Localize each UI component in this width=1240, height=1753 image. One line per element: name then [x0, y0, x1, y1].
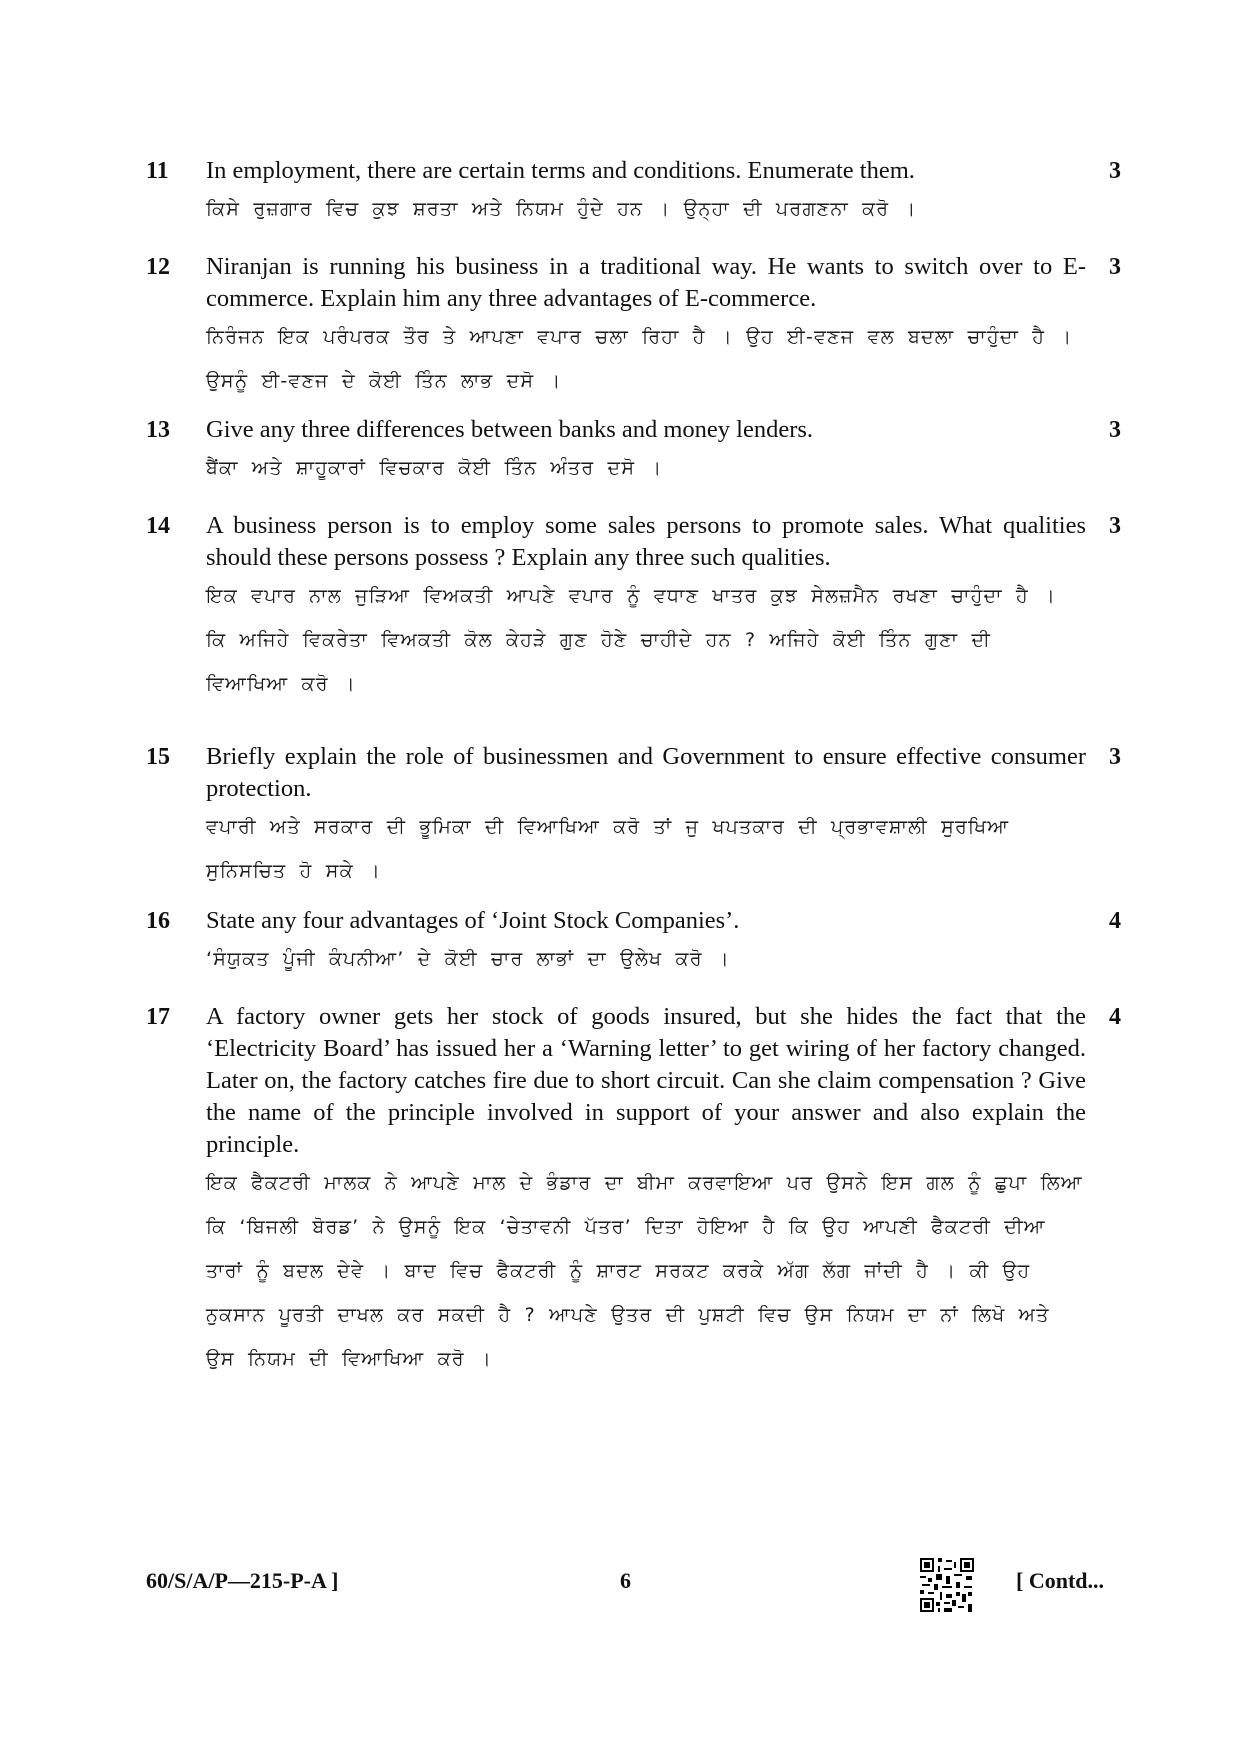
question-text-english: Briefly explain the role of businessmen and Government to ensure effective consumer protection. [206, 743, 1086, 802]
question-text-punjabi: ਇਕ ਫੈਕਟਰੀ ਮਾਲਕ ਨੇ ਆਪਣੇ ਮਾਲ ਦੇ ਭੰਡਾਰ ਦਾ ਬੀਮਾ ਕਰਵਾਇਆ ਪਰ ਉਸਨੇ ਇਸ ਗਲ ਨੂੰ ਛੁਪਾ ਲਿਆ ਕਿ ‘ਬਿਜਲੀ ਬੋਰਡ’ ਨੇ ਉਸਨੂੰ ਇਕ ‘ਚੇਤਾਵਨੀ ਪੱਤਰ’ ਦਿਤਾ ਹੋਇਆ ਹੈ ਕਿ ਉਹ ਆਪਣੀ ਫੈਕਟਰੀ ਦੀਆ ਤਾਰਾਂ ਨੂੰ ਬਦਲ ਦੇਵੇ । ਬਾਦ ਵਿਚ ਫੈਕਟਰੀ ਨੂੰ ਸ਼ਾਰਟ ਸਰਕਟ ਕਰਕੇ ਅੱਗ ਲੱਗ ਜਾਂਦੀ ਹੈ । ਕੀ ਉਹ ਨੁਕਸਾਨ ਪੂਰਤੀ ਦਾਖਲ ਕਰ ਸਕਦੀ ਹੈ ? ਆਪਣੇ ਉਤਰ ਦੀ ਪੁਸ਼ਟੀ ਵਿਚ ਉਸ ਨਿਯਮ ਦਾ ਨਾਂ ਲਿਖੋ ਅਤੇ ਉਸ ਨਿਯਮ ਦੀ ਵਿਆਖਿਆ ਕਰੋ । [206, 1172, 1083, 1370]
question-number: 12 [146, 254, 170, 280]
question-number: 14 [146, 513, 170, 539]
question-text-punjabi: ਬੈਂਕਾ ਅਤੇ ਸ਼ਾਹੂਕਾਰਾਂ ਵਿਚਕਾਰ ਕੋਈ ਤਿੰਨ ਅੰਤਰ ਦਸੋ । [206, 457, 663, 479]
question-body [206, 741, 1086, 893]
question-text-punjabi: ਨਿਰੰਜਨ ਇਕ ਪਰੰਪਰਕ ਤੌਰ ਤੇ ਆਪਣਾ ਵਪਾਰ ਚਲਾ ਰਿਹਾ ਹੈ । ਉਹ ਈ-ਵਣਜ ਵਲ ਬਦਲਾ ਚਾਹੁੰਦਾ ਹੈ । ਉਸਨੂੰ ਈ-ਵਣਜ ਦੇ ਕੋਈ ਤਿੰਨ ਲਾਭ ਦਸੋ । [206, 326, 1073, 392]
question-body [206, 251, 1086, 403]
page-footer [0, 1558, 1240, 1608]
question-body [206, 1001, 1086, 1381]
question-marks: 3 [1109, 513, 1121, 539]
question-text-punjabi: ਕਿਸੇ ਰੁਜ਼ਗਾਰ ਵਿਚ ਕੁਝ ਸ਼ਰਤਾ ਅਤੇ ਨਿਯਮ ਹੁੰਦੇ ਹਨ । ਉਨ੍ਹਾ ਦੀ ਪਰਗਣਨਾ ਕਰੋ । [206, 198, 917, 220]
question-marks: 3 [1109, 744, 1121, 770]
question-text-punjabi: ਇਕ ਵਪਾਰ ਨਾਲ ਜੁੜਿਆ ਵਿਅਕਤੀ ਆਪਣੇ ਵਪਾਰ ਨੂੰ ਵਧਾਣ ਖਾਤਰ ਕੁਝ ਸੇਲਜ਼ਮੈਨ ਰਖਣਾ ਚਾਹੁੰਦਾ ਹੈ । ਕਿ ਅਜਿਹੇ ਵਿਕਰੇਤਾ ਵਿਅਕਤੀ ਕੋਲ ਕੇਹੜੇ ਗੁਣ ਹੋਣੇ ਚਾਹੀਦੇ ਹਨ ? ਅਜਿਹੇ ਕੋਈ ਤਿੰਨ ਗੁਣਾ ਦੀ ਵਿਆਖਿਆ ਕਰੋ । [206, 585, 1057, 695]
question-number: 16 [146, 908, 170, 934]
question-marks: 4 [1109, 908, 1121, 934]
question-text-english: In employment, there are certain terms and conditions. Enumerate them. [206, 157, 915, 184]
question-marks: 3 [1109, 254, 1121, 280]
question-body [206, 510, 1086, 706]
question-text-english: Niranjan is running his business in a traditional way. He wants to switch over to E-commerce. Explain him any three advantages of E-commerce. [206, 253, 1086, 312]
question-body [206, 155, 1086, 231]
question-text-punjabi: ‘ਸੰਯੁਕਤ ਪੂੰਜੀ ਕੰਪਨੀਆ’ ਦੇ ਕੋਈ ਚਾਰ ਲਾਭਾਂ ਦਾ ਉਲੇਖ ਕਰੋ । [206, 948, 730, 970]
question-number: 13 [146, 417, 170, 443]
question-marks: 4 [1109, 1004, 1121, 1030]
qr-code-icon [920, 1558, 974, 1612]
question-number: 17 [146, 1004, 170, 1030]
question-body [206, 905, 1086, 981]
question-text-english: A factory owner gets her stock of goods insured, but she hides the fact that the ‘Electricity Board’ has issued her a ‘Warning letter’ to get wiring of her factory changed. Later on, the factory catches fire due to short circuit. Can she claim compensation ? Give the name of the principle involved in support of your answer and also explain the principle. [206, 1003, 1086, 1158]
question-number: 11 [146, 158, 169, 184]
question-text-english: State any four advantages of ‘Joint Stock Companies’. [206, 907, 740, 934]
continued-label: [ Contd... [1016, 1568, 1105, 1593]
paper-code: 60/S/A/P—215-P-A ] [146, 1568, 339, 1593]
question-text-punjabi: ਵਪਾਰੀ ਅਤੇ ਸਰਕਾਰ ਦੀ ਭੂਮਿਕਾ ਦੀ ਵਿਆਖਿਆ ਕਰੋ ਤਾਂ ਜੁ ਖਪਤਕਾਰ ਦੀ ਪ੍ਰਭਾਵਸ਼ਾਲੀ ਸੁਰਖਿਆ ਸੁਨਿਸਚਿਤ ਹੋ ਸਕੇ । [206, 816, 1010, 882]
question-body [206, 414, 1086, 490]
question-text-english: A business person is to employ some sales persons to promote sales. What qualities should these persons possess ? Explain any three such qualities. [206, 512, 1086, 571]
question-number: 15 [146, 744, 170, 770]
question-text-english: Give any three differences between banks and money lenders. [206, 416, 814, 443]
page-number: 6 [620, 1568, 631, 1593]
question-marks: 3 [1109, 417, 1121, 443]
question-marks: 3 [1109, 158, 1121, 184]
